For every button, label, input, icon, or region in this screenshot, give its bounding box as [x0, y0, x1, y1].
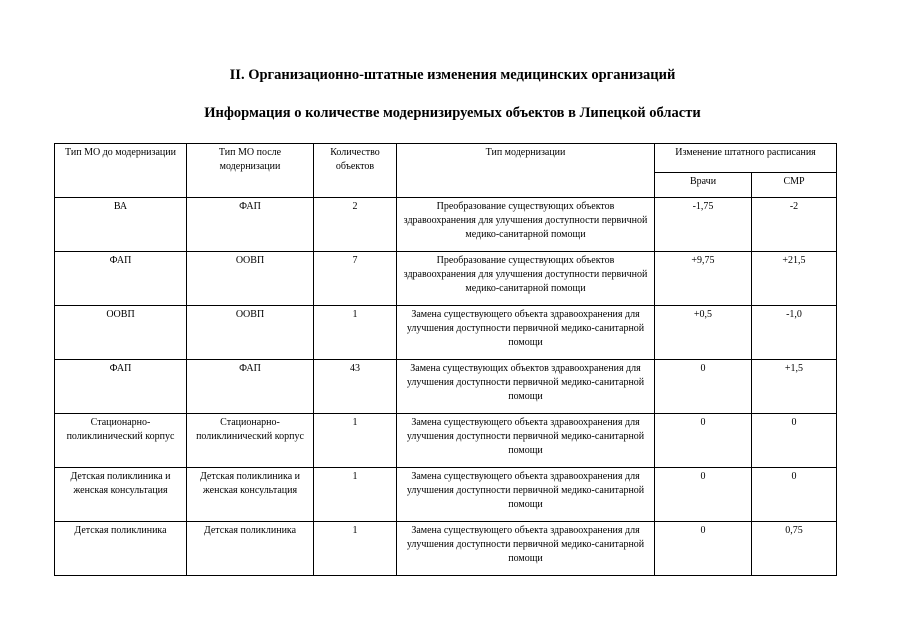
cell-modernization: Преобразование существующих объектов здравоохранения для улучшения доступности первичной медико-санитарной помощи — [397, 198, 655, 252]
table-row — [55, 306, 837, 360]
section-title: II. Организационно-штатные изменения медицинских организаций — [229, 67, 676, 83]
cell-mo-after: ООВП — [187, 306, 314, 360]
cell-doctors: 0 — [655, 360, 752, 414]
cell-smr: +21,5 — [752, 252, 837, 306]
cell-mo-before: ВА — [55, 198, 187, 252]
header-staff-change: Изменение штатного расписания — [655, 144, 837, 173]
cell-mo-before: Детская поликлиника — [55, 522, 187, 576]
info-title: Информация о количестве модернизируемых объектов в Липецкой области — [204, 105, 701, 121]
table-row — [55, 360, 837, 414]
cell-mo-after: ФАП — [187, 360, 314, 414]
cell-modernization: Замена существующего объекта здравоохранения для улучшения доступности первичной медико-санитарной помощи — [397, 522, 655, 576]
cell-count: 1 — [314, 414, 397, 468]
header-mo-before: Тип МО до модернизации — [55, 144, 187, 198]
cell-mo-before: ФАП — [55, 360, 187, 414]
cell-modernization: Замена существующего объекта здравоохранения для улучшения доступности первичной медико-санитарной помощи — [397, 468, 655, 522]
cell-smr: 0,75 — [752, 522, 837, 576]
cell-smr: 0 — [752, 414, 837, 468]
cell-mo-after: Детская поликлиника и женская консультация — [187, 468, 314, 522]
cell-count: 1 — [314, 468, 397, 522]
cell-mo-after: ФАП — [187, 198, 314, 252]
cell-count: 43 — [314, 360, 397, 414]
cell-doctors: 0 — [655, 522, 752, 576]
table-row — [55, 522, 837, 576]
table-row — [55, 252, 837, 306]
cell-doctors: 0 — [655, 414, 752, 468]
cell-modernization: Преобразование существующих объектов здравоохранения для улучшения доступности первичной медико-санитарной помощи — [397, 252, 655, 306]
table-row — [55, 414, 837, 468]
cell-mo-before: Стационарно-поликлинический корпус — [55, 414, 187, 468]
cell-count: 7 — [314, 252, 397, 306]
cell-modernization: Замена существующих объектов здравоохранения для улучшения доступности первичной медико-санитарной помощи — [397, 360, 655, 414]
table-body — [55, 198, 837, 576]
cell-smr: 0 — [752, 468, 837, 522]
cell-mo-after: ООВП — [187, 252, 314, 306]
cell-doctors: +0,5 — [655, 306, 752, 360]
cell-modernization: Замена существующего объекта здравоохранения для улучшения доступности первичной медико-санитарной помощи — [397, 306, 655, 360]
cell-mo-after: Стационарно-поликлинический корпус — [187, 414, 314, 468]
cell-smr: +1,5 — [752, 360, 837, 414]
header-count: Количество объектов — [314, 144, 397, 198]
cell-mo-after: Детская поликлиника — [187, 522, 314, 576]
table-row — [55, 468, 837, 522]
cell-count: 2 — [314, 198, 397, 252]
cell-mo-before: Детская поликлиника и женская консультация — [55, 468, 187, 522]
header-modernization: Тип модернизации — [397, 144, 655, 198]
cell-count: 1 — [314, 306, 397, 360]
cell-mo-before: ООВП — [55, 306, 187, 360]
header-doctors: Врачи — [655, 173, 752, 198]
cell-smr: -1,0 — [752, 306, 837, 360]
cell-doctors: 0 — [655, 468, 752, 522]
cell-modernization: Замена существующего объекта здравоохранения для улучшения доступности первичной медико-санитарной помощи — [397, 414, 655, 468]
header-mo-after: Тип МО после модернизации — [187, 144, 314, 198]
cell-doctors: -1,75 — [655, 198, 752, 252]
modernization-table — [54, 143, 837, 576]
table-row — [55, 198, 837, 252]
cell-mo-before: ФАП — [55, 252, 187, 306]
cell-count: 1 — [314, 522, 397, 576]
cell-doctors: +9,75 — [655, 252, 752, 306]
header-smr: СМР — [752, 173, 837, 198]
cell-smr: -2 — [752, 198, 837, 252]
